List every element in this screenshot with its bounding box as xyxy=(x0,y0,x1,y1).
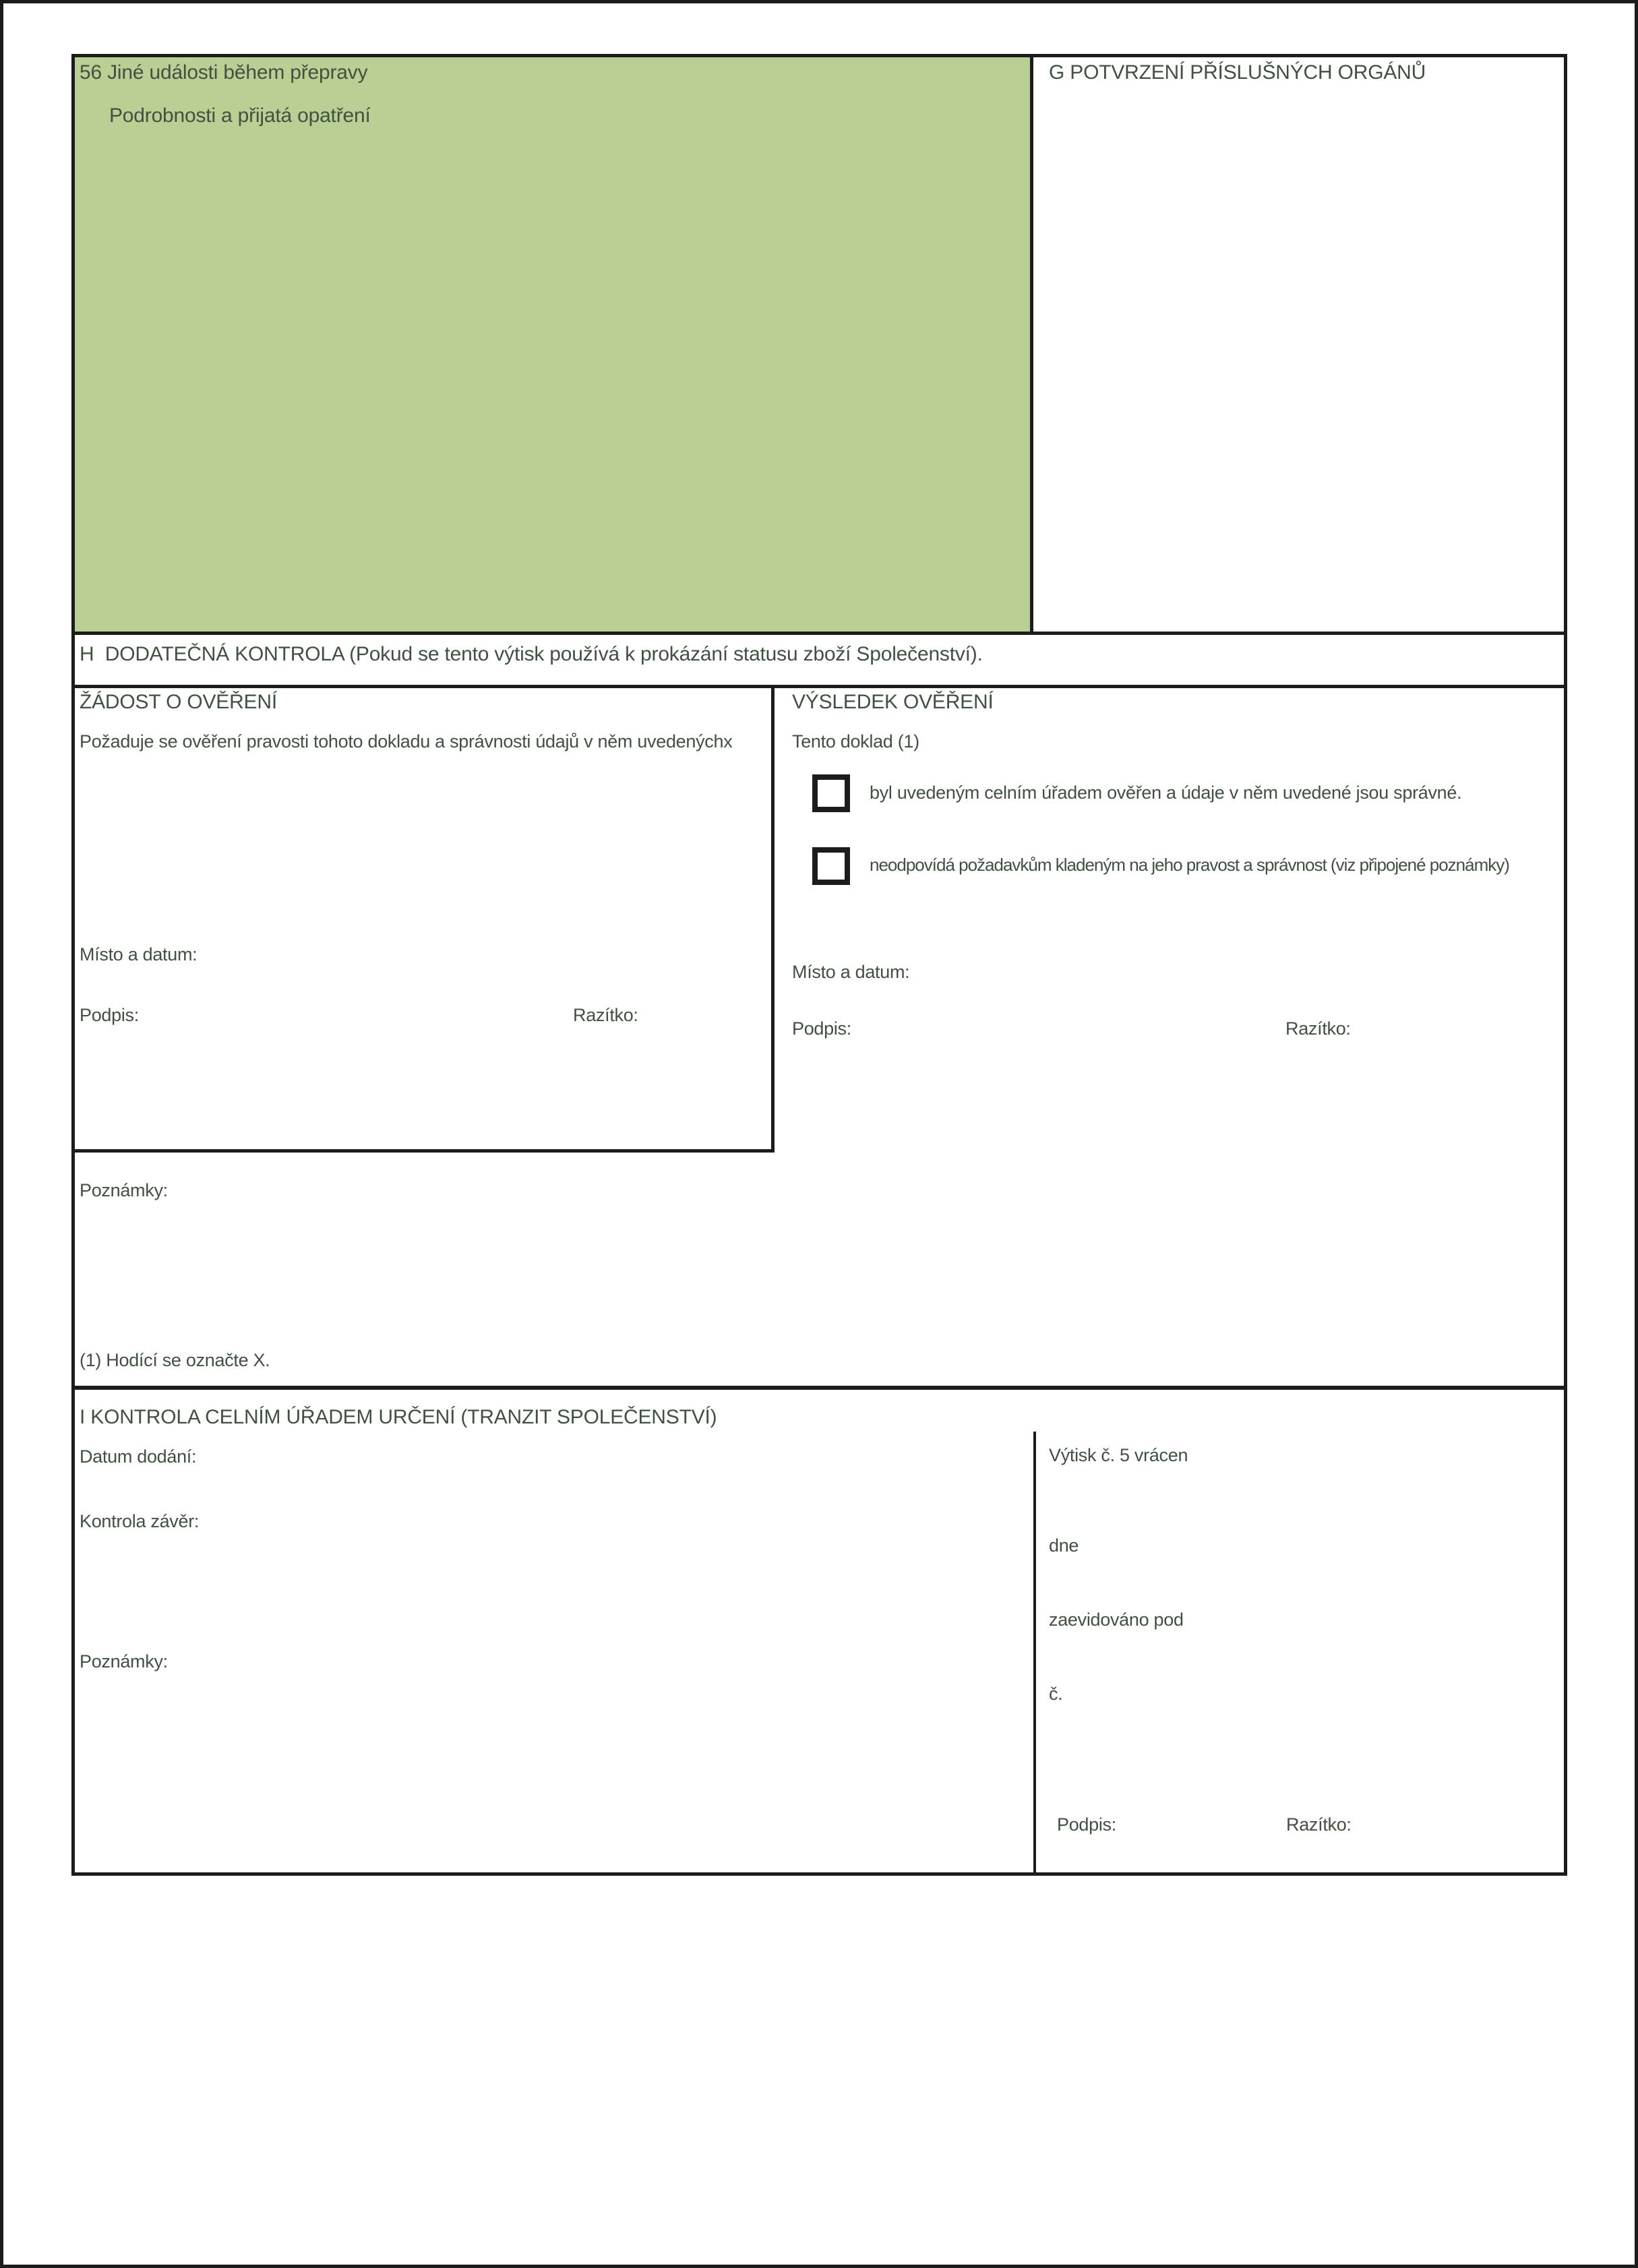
delivery-date-label: Datum dodání: xyxy=(80,1446,197,1467)
section-i-stamp-label: Razítko: xyxy=(1286,1814,1352,1835)
section-i-signature-label: Podpis: xyxy=(1057,1814,1116,1835)
control-result-label: Kontrola závěr: xyxy=(80,1511,200,1531)
result-option-not-compliant-label: neodpovídá požadavkům kladeným na jeho pravost a správnost (viz připojené poznámky) xyxy=(870,855,1509,875)
box-g-certification xyxy=(1033,54,1567,635)
verification-request-title: ŽÁDOST O OVĚŘENÍ xyxy=(80,691,277,713)
result-option-verified-label: byl uvedeným celním úřadem ověřen a údaje v něm uvedené jsou správné. xyxy=(870,783,1462,803)
result-option-not-compliant-checkbox[interactable] xyxy=(812,847,850,885)
verification-request-box xyxy=(75,688,775,1153)
result-stamp-label: Razítko: xyxy=(1285,1018,1351,1039)
box-56-title: 56 Jiné události během přepravy xyxy=(80,61,368,84)
box-g-title: G POTVRZENÍ PŘÍSLUŠNÝCH ORGÁNŮ xyxy=(1049,61,1426,84)
box-56-subtitle: Podrobnosti a přijatá opatření xyxy=(109,104,371,127)
copy-returned-label: Výtisk č. 5 vrácen xyxy=(1049,1445,1188,1465)
section-i-remarks-label: Poznámky: xyxy=(80,1651,168,1672)
result-signature-label: Podpis: xyxy=(792,1018,851,1039)
section-h-remarks-label: Poznámky: xyxy=(80,1180,168,1200)
registration-number-label: č. xyxy=(1049,1684,1063,1704)
result-place-date-label: Místo a datum: xyxy=(792,962,910,982)
section-h-body xyxy=(71,688,1567,1390)
verification-result-title: VÝSLEDEK OVĚŘENÍ xyxy=(792,691,994,713)
box-56-other-incidents xyxy=(71,54,1033,635)
verification-request-body: Požaduje se ověření pravosti tohoto dokladu a správnosti údajů v něm uvedenýchx xyxy=(80,731,733,752)
returned-date-label: dne xyxy=(1049,1535,1079,1556)
registered-under-label: zaevidováno pod xyxy=(1049,1610,1184,1630)
result-option-verified-checkbox[interactable] xyxy=(812,774,850,812)
verification-result-intro: Tento doklad (1) xyxy=(792,731,919,752)
section-i-column-divider xyxy=(1033,1432,1036,1872)
section-i-body xyxy=(71,1390,1567,1876)
section-h-header xyxy=(71,635,1567,688)
section-h-footnote: (1) Hodící se označte X. xyxy=(80,1350,270,1370)
section-i-title: I KONTROLA CELNÍM ÚŘADEM URČENÍ (TRANZIT SPOLEČENSTVÍ) xyxy=(80,1406,717,1428)
request-signature-label: Podpis: xyxy=(80,1005,139,1025)
request-stamp-label: Razítko: xyxy=(573,1005,638,1025)
section-h-title: H DODATEČNÁ KONTROLA (Pokud se tento výtisk používá k prokázání statusu zboží Společenství). xyxy=(80,643,983,665)
request-place-date-label: Místo a datum: xyxy=(80,944,198,964)
